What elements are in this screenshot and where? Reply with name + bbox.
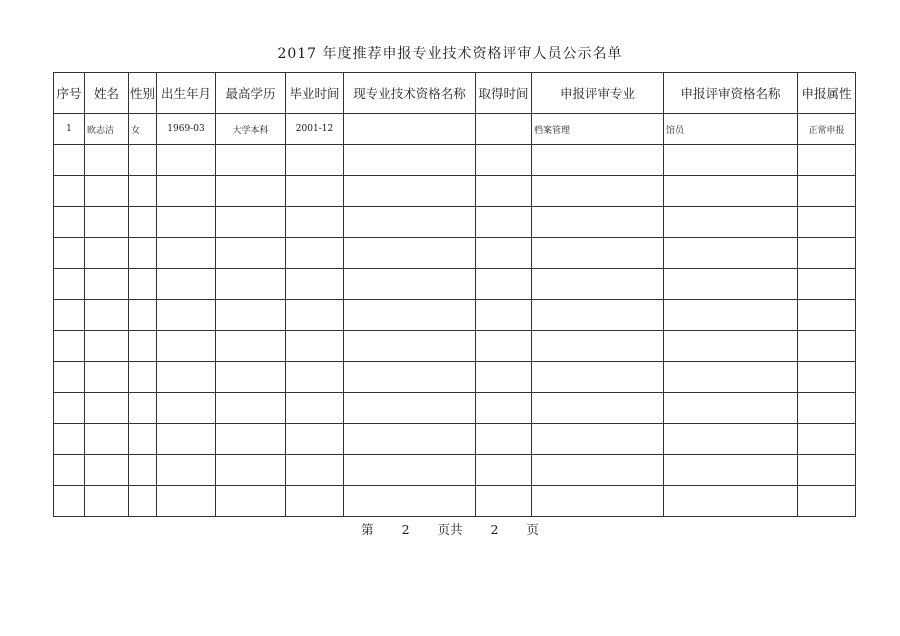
empty-cell — [664, 331, 798, 362]
cell-index: 1 — [54, 114, 85, 145]
empty-cell — [664, 424, 798, 455]
table-row-empty — [54, 269, 856, 300]
empty-cell — [476, 486, 532, 517]
empty-cell — [344, 393, 476, 424]
table-row-empty — [54, 145, 856, 176]
empty-cell — [54, 393, 85, 424]
empty-cell — [344, 424, 476, 455]
empty-cell — [157, 300, 216, 331]
cell-current-title — [344, 114, 476, 145]
empty-cell — [664, 300, 798, 331]
empty-cell — [85, 331, 129, 362]
col-header-current-title: 现专业技术资格名称 — [344, 73, 476, 114]
empty-cell — [476, 176, 532, 207]
empty-cell — [532, 176, 664, 207]
col-header-application-type: 申报属性 — [798, 73, 856, 114]
table-row-empty — [54, 331, 856, 362]
empty-cell — [344, 269, 476, 300]
empty-cell — [216, 269, 286, 300]
footer-total-prefix: 页共 — [437, 522, 463, 537]
empty-cell — [129, 362, 157, 393]
empty-cell — [286, 176, 344, 207]
table-row-empty — [54, 393, 856, 424]
col-header-gender: 性别 — [129, 73, 157, 114]
empty-cell — [798, 145, 856, 176]
empty-cell — [85, 362, 129, 393]
empty-cell — [476, 424, 532, 455]
empty-cell — [157, 269, 216, 300]
empty-cell — [129, 145, 157, 176]
table-row-empty — [54, 300, 856, 331]
empty-cell — [798, 455, 856, 486]
col-header-education: 最高学历 — [216, 73, 286, 114]
empty-cell — [798, 176, 856, 207]
empty-cell — [157, 424, 216, 455]
cell-name: 欧志洁 — [85, 114, 129, 145]
empty-cell — [85, 393, 129, 424]
table-body — [54, 114, 856, 517]
empty-cell — [532, 300, 664, 331]
empty-cell — [54, 145, 85, 176]
empty-cell — [532, 455, 664, 486]
empty-cell — [664, 269, 798, 300]
empty-cell — [532, 424, 664, 455]
empty-cell — [344, 300, 476, 331]
empty-cell — [344, 486, 476, 517]
empty-cell — [476, 207, 532, 238]
empty-cell — [286, 455, 344, 486]
empty-cell — [344, 455, 476, 486]
empty-cell — [286, 424, 344, 455]
cell-education: 大学本科 — [216, 114, 286, 145]
empty-cell — [54, 176, 85, 207]
empty-cell — [286, 331, 344, 362]
empty-cell — [85, 486, 129, 517]
empty-cell — [286, 207, 344, 238]
roster-table — [53, 72, 856, 517]
table-row-empty — [54, 362, 856, 393]
empty-cell — [54, 486, 85, 517]
cell-application-type: 正常申报 — [798, 114, 856, 145]
document-title: 2017 年度推荐申报专业技术资格评审人员公示名单 — [277, 46, 623, 62]
col-header-index: 序号 — [54, 73, 85, 114]
empty-cell — [157, 145, 216, 176]
empty-cell — [85, 269, 129, 300]
empty-cell — [664, 486, 798, 517]
empty-cell — [798, 486, 856, 517]
empty-cell — [216, 300, 286, 331]
col-header-graduation: 毕业时间 — [286, 73, 344, 114]
empty-cell — [798, 424, 856, 455]
empty-cell — [157, 362, 216, 393]
cell-gender: 女 — [129, 114, 157, 145]
empty-cell — [286, 238, 344, 269]
page-footer — [0, 520, 900, 538]
empty-cell — [532, 362, 664, 393]
table-row-empty — [54, 238, 856, 269]
empty-cell — [798, 393, 856, 424]
empty-cell — [54, 269, 85, 300]
empty-cell — [216, 486, 286, 517]
empty-cell — [344, 176, 476, 207]
col-header-birth: 出生年月 — [157, 73, 216, 114]
empty-cell — [216, 238, 286, 269]
empty-cell — [286, 486, 344, 517]
empty-cell — [286, 269, 344, 300]
empty-cell — [129, 393, 157, 424]
empty-cell — [54, 238, 85, 269]
empty-cell — [532, 331, 664, 362]
empty-cell — [798, 300, 856, 331]
empty-cell — [798, 207, 856, 238]
empty-cell — [54, 331, 85, 362]
empty-cell — [85, 207, 129, 238]
empty-cell — [216, 145, 286, 176]
empty-cell — [532, 486, 664, 517]
footer-current-page: 2 — [401, 522, 410, 537]
empty-cell — [216, 331, 286, 362]
empty-cell — [157, 393, 216, 424]
empty-cell — [476, 455, 532, 486]
empty-cell — [664, 238, 798, 269]
empty-cell — [532, 393, 664, 424]
cell-birth: 1969-03 — [157, 114, 216, 145]
empty-cell — [532, 207, 664, 238]
empty-cell — [129, 300, 157, 331]
empty-cell — [476, 393, 532, 424]
empty-cell — [157, 486, 216, 517]
empty-cell — [85, 145, 129, 176]
empty-cell — [54, 424, 85, 455]
empty-cell — [286, 362, 344, 393]
empty-cell — [286, 300, 344, 331]
empty-cell — [129, 269, 157, 300]
footer-page-prefix: 第 — [361, 522, 374, 537]
empty-cell — [129, 207, 157, 238]
empty-cell — [85, 300, 129, 331]
col-header-applied-major: 申报评审专业 — [532, 73, 664, 114]
empty-cell — [129, 455, 157, 486]
table-row-empty — [54, 176, 856, 207]
empty-cell — [664, 207, 798, 238]
empty-cell — [216, 455, 286, 486]
empty-cell — [85, 424, 129, 455]
empty-cell — [129, 331, 157, 362]
table-row-empty — [54, 207, 856, 238]
empty-cell — [476, 362, 532, 393]
empty-cell — [157, 238, 216, 269]
empty-cell — [216, 176, 286, 207]
col-header-applied-title: 申报评审资格名称 — [664, 73, 798, 114]
empty-cell — [54, 300, 85, 331]
empty-cell — [157, 455, 216, 486]
table-row-empty — [54, 455, 856, 486]
empty-cell — [54, 362, 85, 393]
empty-cell — [344, 362, 476, 393]
empty-cell — [798, 362, 856, 393]
empty-cell — [157, 176, 216, 207]
table-header-row — [54, 73, 856, 114]
cell-graduation: 2001-12 — [286, 114, 344, 145]
empty-cell — [664, 145, 798, 176]
footer-page-suffix: 页 — [526, 522, 539, 537]
cell-applied-major: 档案管理 — [532, 114, 664, 145]
cell-applied-title: 馆员 — [664, 114, 798, 145]
empty-cell — [85, 176, 129, 207]
empty-cell — [344, 145, 476, 176]
empty-cell — [798, 238, 856, 269]
cell-obtained-date — [476, 114, 532, 145]
col-header-name: 姓名 — [85, 73, 129, 114]
empty-cell — [476, 269, 532, 300]
table-row-empty — [54, 424, 856, 455]
empty-cell — [129, 176, 157, 207]
empty-cell — [129, 424, 157, 455]
empty-cell — [54, 455, 85, 486]
empty-cell — [157, 331, 216, 362]
empty-cell — [216, 207, 286, 238]
empty-cell — [476, 145, 532, 176]
empty-cell — [344, 331, 476, 362]
table-row-empty — [54, 486, 856, 517]
empty-cell — [532, 145, 664, 176]
footer-total-pages: 2 — [490, 522, 499, 537]
empty-cell — [532, 269, 664, 300]
empty-cell — [476, 300, 532, 331]
empty-cell — [216, 424, 286, 455]
empty-cell — [664, 176, 798, 207]
empty-cell — [85, 238, 129, 269]
empty-cell — [664, 362, 798, 393]
empty-cell — [129, 238, 157, 269]
empty-cell — [664, 393, 798, 424]
empty-cell — [532, 238, 664, 269]
empty-cell — [476, 331, 532, 362]
empty-cell — [286, 145, 344, 176]
empty-cell — [85, 455, 129, 486]
empty-cell — [798, 269, 856, 300]
empty-cell — [54, 207, 85, 238]
empty-cell — [286, 393, 344, 424]
empty-cell — [344, 238, 476, 269]
empty-cell — [664, 455, 798, 486]
col-header-obtained-date: 取得时间 — [476, 73, 532, 114]
empty-cell — [216, 362, 286, 393]
empty-cell — [216, 393, 286, 424]
empty-cell — [157, 207, 216, 238]
empty-cell — [129, 486, 157, 517]
empty-cell — [344, 207, 476, 238]
empty-cell — [476, 238, 532, 269]
empty-cell — [798, 331, 856, 362]
table-row — [54, 114, 856, 145]
